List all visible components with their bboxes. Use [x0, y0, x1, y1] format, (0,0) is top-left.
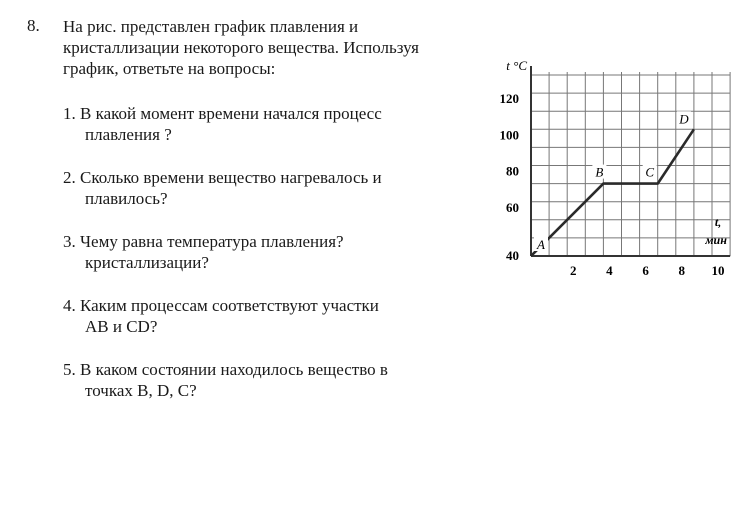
question-text: 1. В какой момент времени начался процесс — [63, 104, 382, 123]
graph-series-line — [531, 129, 694, 256]
graph-line — [531, 129, 694, 256]
intro-line: На рис. представлен график плавления и — [63, 17, 359, 36]
intro-line: кристаллизации некоторого вещества. Используя — [63, 38, 419, 57]
point-label-C: C — [645, 164, 655, 180]
question-text: 3. Чему равна температура плавления? — [63, 232, 344, 251]
x-axis-label: t, — [714, 215, 722, 229]
x-tick-label: 10 — [711, 263, 725, 278]
question-text-continued: плавления ? — [85, 125, 172, 144]
graph-axes — [506, 58, 730, 256]
x-axis-unit-label: мин — [705, 233, 727, 247]
y-tick-label: 120 — [499, 91, 519, 107]
x-tick-label: 4 — [606, 263, 613, 278]
intro-line: график, ответьте на вопросы: — [63, 59, 276, 78]
question-text: 2. Сколько времени вещество нагревалось и — [63, 168, 382, 187]
question-text-continued: точках B, D, C? — [85, 381, 197, 400]
x-tick-label: 2 — [569, 263, 577, 278]
y-tick-label: 80 — [506, 163, 519, 179]
y-tick-label: 60 — [506, 199, 519, 215]
problem-number: 8. — [27, 16, 40, 35]
point-label-B: B — [595, 164, 604, 180]
y-axis-label: t °C — [506, 58, 527, 73]
question-text-continued: кристаллизации? — [85, 253, 209, 272]
x-tick-label: 6 — [642, 263, 649, 278]
question-text-continued: АВ и СD? — [85, 317, 158, 336]
question-text: 4. Каким процессам соответствуют участки — [63, 296, 379, 315]
x-tick-label: 8 — [678, 263, 686, 278]
question-text: 5. В каком состоянии находилось вещество в — [63, 360, 388, 379]
question-text-continued: плавилось? — [85, 189, 168, 208]
y-tick-label: 40 — [506, 248, 519, 263]
point-label-D: D — [679, 111, 689, 127]
graph-grid — [531, 72, 730, 256]
y-tick-label: 100 — [499, 127, 519, 143]
point-label-A: A — [537, 237, 545, 252]
